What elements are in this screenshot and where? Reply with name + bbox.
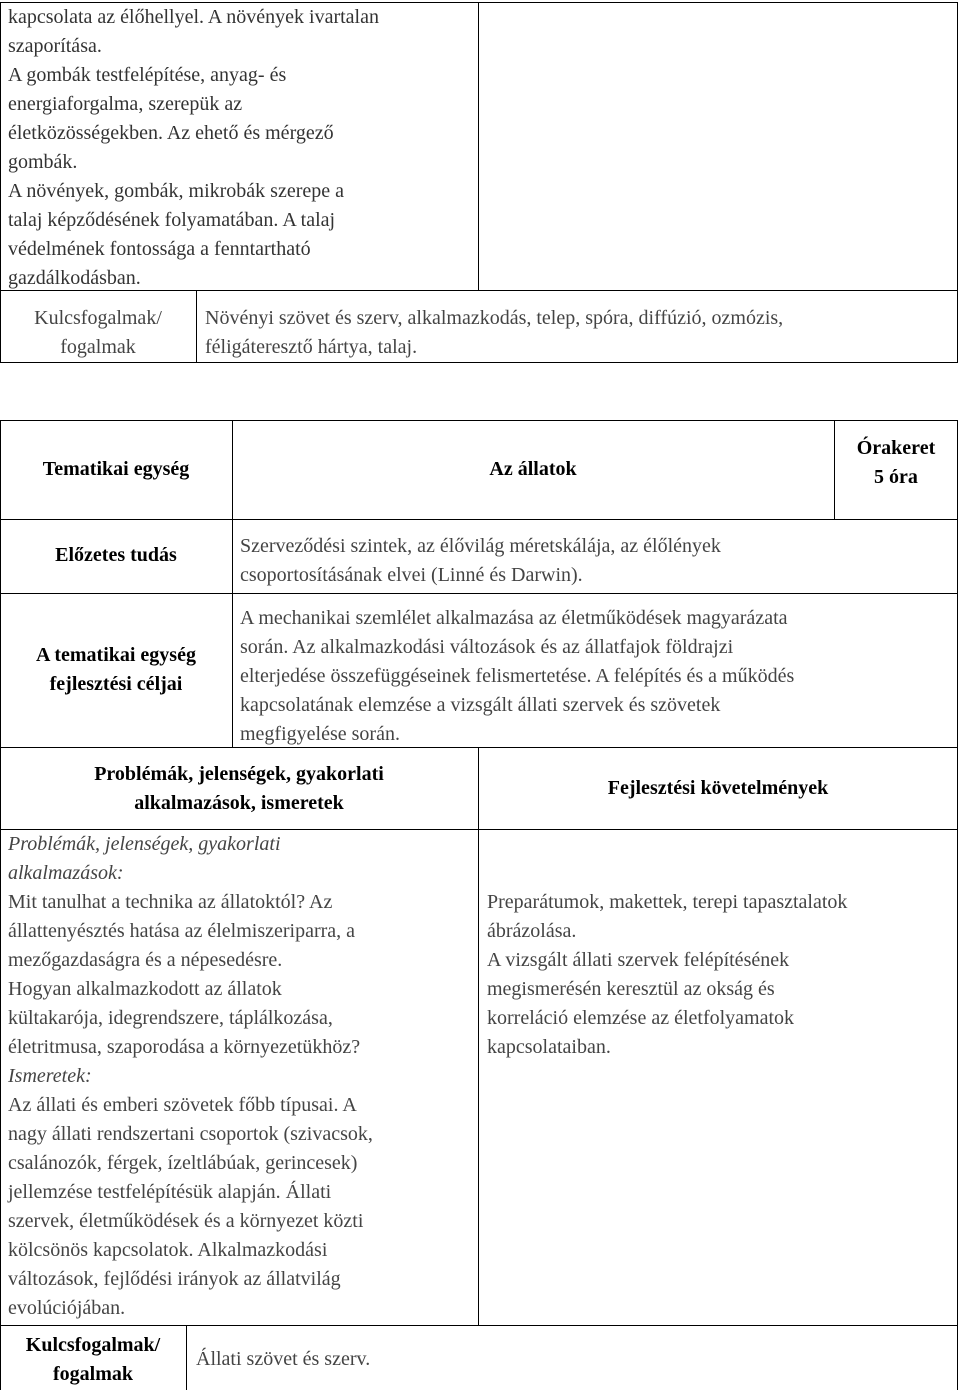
label-line: fejlesztési céljai xyxy=(49,673,183,695)
text-line: kapcsolatának elemzése a vizsgált állati szervek és szövetek xyxy=(240,694,721,716)
text-line: szervek, életműködések és a környezet közti xyxy=(8,1210,364,1232)
label-line: Kulcsfogalmak/ xyxy=(25,1334,161,1356)
text-line: Preparátumok, makettek, terepi tapasztalatok xyxy=(487,891,848,913)
text-line: féligáteresztő hártya, talaj. xyxy=(205,336,418,358)
text-line: energiaforgalma, szerepük az xyxy=(8,93,243,115)
unit-key-concepts-top xyxy=(0,1325,958,1326)
text-line: A növények, gombák, mikrobák szerepe a xyxy=(8,180,345,202)
text-line: kapcsolataiban. xyxy=(487,1036,611,1058)
top-content-cell xyxy=(8,3,478,293)
label-line: Kulcsfogalmak/ xyxy=(34,307,162,329)
requirements-header: Fejlesztési követelmények xyxy=(607,777,829,799)
text-line: Hogyan alkalmazkodott az állatok xyxy=(8,978,282,1000)
unit-table-top-border xyxy=(0,420,958,421)
text-line: változások, fejlődési irányok az állatvilág xyxy=(8,1268,341,1290)
text-line: során. Az alkalmazkodási változások és az állatfajok földrajzi xyxy=(240,636,734,658)
problems-requirements-divider xyxy=(478,747,479,1325)
text-line: megfigyelése során. xyxy=(240,723,400,745)
top-table-bottom-border xyxy=(0,362,958,363)
time-frame-value: 5 óra xyxy=(874,466,918,488)
thematic-unit-label: Tematikai egység xyxy=(42,458,190,480)
text-line: mezőgazdaságra és a népesedésre. xyxy=(8,949,283,971)
text-line: elterjedése összefüggéseinek felismertetése. A felépítés és a működés xyxy=(240,665,795,687)
top-table-right-border xyxy=(957,2,958,363)
unit-key-concepts-label xyxy=(0,1331,186,1389)
text-line: Mit tanulhat a technika az állatoktól? Az xyxy=(8,891,333,913)
top-key-concepts-value xyxy=(205,304,955,362)
text-line: gombák. xyxy=(8,151,78,173)
time-frame-label: Órakeret xyxy=(856,437,936,459)
text-line: életközösségekben. Az ehető és mérgező xyxy=(8,122,334,144)
text-line: evolúciójában. xyxy=(8,1297,126,1319)
goals-value xyxy=(240,604,956,749)
text-line: életritmusa, szaporodása a környezetükhöz? xyxy=(8,1036,361,1058)
text-line: Az állati és emberi szövetek főbb típusai. A xyxy=(8,1094,357,1116)
time-frame-cell xyxy=(834,434,958,492)
label-line: fogalmak xyxy=(53,1363,133,1385)
problems-header xyxy=(0,760,478,818)
top-table-key-divider xyxy=(196,290,197,363)
label-line: A tematikai egység xyxy=(36,644,196,666)
text-line: nagy állati rendszertani csoportok (szivacsok, xyxy=(8,1123,373,1145)
text-line: védelmének fontossága a fenntartható xyxy=(8,238,311,260)
text-line: megismerésén keresztül az okság és xyxy=(487,978,775,1000)
unit-table-right-border xyxy=(957,420,958,1390)
text-line: Növényi szövet és szerv, alkalmazkodás, telep, spóra, diffúzió, ozmózis, xyxy=(205,307,784,329)
italic-heading: alkalmazások: xyxy=(8,862,124,884)
text-line: kapcsolata az élőhellyel. A növények ivartalan xyxy=(8,6,379,28)
header-line: alkalmazások, ismeretek xyxy=(134,792,344,814)
unit-key-concepts-divider xyxy=(186,1325,187,1390)
text-line: A gombák testfelépítése, anyag- és xyxy=(8,64,287,86)
italic-heading: Problémák, jelenségek, gyakorlati xyxy=(8,833,281,855)
goals-label xyxy=(0,641,232,699)
text-line: talaj képződésének folyamatában. A talaj xyxy=(8,209,336,231)
text-line: csalánozók, férgek, ízeltlábúak, gerincesek) xyxy=(8,1152,358,1174)
text-line: ábrázolása. xyxy=(487,920,577,942)
text-line: korreláció elemzése az életfolyamatok xyxy=(487,1007,795,1029)
text-line: gazdálkodásban. xyxy=(8,267,141,289)
prior-knowledge-label: Előzetes tudás xyxy=(55,544,177,566)
unit-header-bottom xyxy=(0,519,958,520)
top-table-mid-divider xyxy=(478,2,479,290)
text-line: A mechanikai szemlélet alkalmazása az életműködések magyarázata xyxy=(240,607,788,629)
italic-heading: Ismeretek: xyxy=(8,1065,92,1087)
text-line: jellemzése testfelépítésük alapján. Állati xyxy=(8,1181,332,1203)
problems-content xyxy=(8,830,476,1323)
prior-knowledge-bottom xyxy=(0,593,958,594)
text-line: Szerveződési szintek, az élővilág méretskálája, az élőlények xyxy=(240,535,721,557)
text-line: A vizsgált állati szervek felépítésének xyxy=(487,949,790,971)
unit-key-concepts-value: Állati szövet és szerv. xyxy=(196,1348,371,1370)
top-key-concepts-label xyxy=(0,304,196,362)
label-line: fogalmak xyxy=(60,336,136,358)
text-line: csoportosításának elvei (Linné és Darwin). xyxy=(240,564,583,586)
text-line: szaporítása. xyxy=(8,35,102,57)
thematic-unit-title: Az állatok xyxy=(489,458,577,480)
requirements-content xyxy=(487,888,955,1062)
text-line: állattenyésztés hatása az élelmiszeriparra, a xyxy=(8,920,356,942)
prior-knowledge-value xyxy=(240,532,956,590)
text-line: kölcsönös kapcsolatok. Alkalmazkodási xyxy=(8,1239,328,1261)
text-line: kültakarója, idegrendszere, táplálkozása, xyxy=(8,1007,333,1029)
header-line: Problémák, jelenségek, gyakorlati xyxy=(94,763,384,785)
